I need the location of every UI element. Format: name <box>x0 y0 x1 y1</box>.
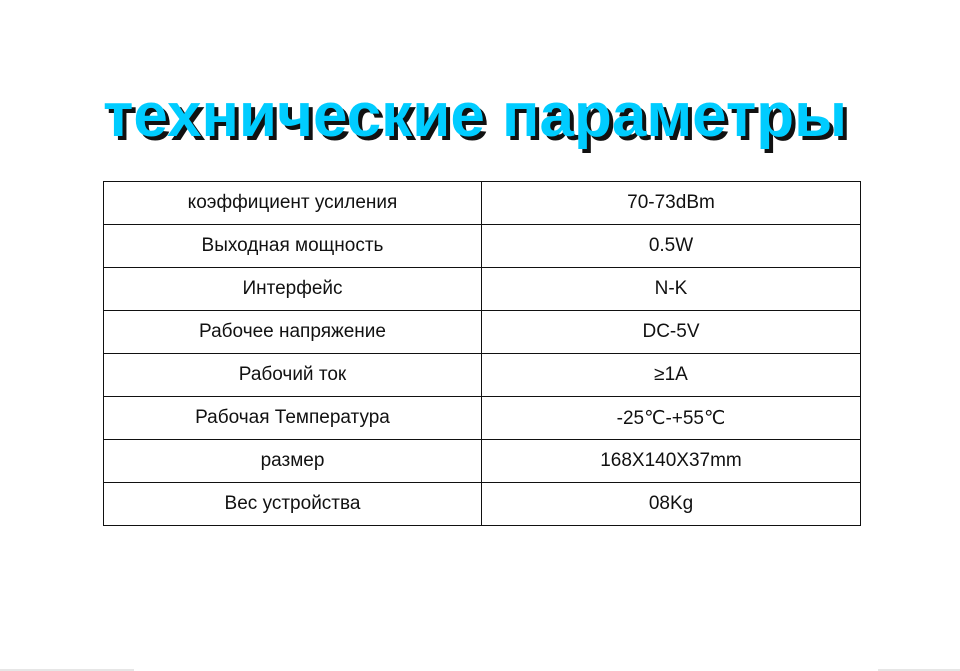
param-name: Рабочее напряжение <box>104 311 482 354</box>
param-name: Рабочий ток <box>104 354 482 397</box>
table-row <box>104 268 861 311</box>
table-row <box>104 397 861 440</box>
table-row <box>104 225 861 268</box>
param-value: N-K <box>482 268 861 311</box>
param-name: Вес устройства <box>104 483 482 526</box>
param-value: 08Kg <box>482 483 861 526</box>
page-title: технические параметры <box>102 81 848 150</box>
table-row <box>104 182 861 225</box>
param-value: ≥1A <box>482 354 861 397</box>
param-value: 70-73dBm <box>482 182 861 225</box>
param-name: размер <box>104 440 482 483</box>
param-name: Интерфейс <box>104 268 482 311</box>
param-value: -25℃-+55℃ <box>482 397 861 440</box>
param-value: DC-5V <box>482 311 861 354</box>
param-value: 168X140X37mm <box>482 440 861 483</box>
spec-table <box>103 181 861 526</box>
param-name: Выходная мощность <box>104 225 482 268</box>
table-row <box>104 354 861 397</box>
title-container <box>0 80 960 152</box>
param-name: коэффициент усиления <box>104 182 482 225</box>
param-name: Рабочая Температура <box>104 397 482 440</box>
table-row <box>104 311 861 354</box>
table-row <box>104 483 861 526</box>
param-value: 0.5W <box>482 225 861 268</box>
table-row <box>104 440 861 483</box>
